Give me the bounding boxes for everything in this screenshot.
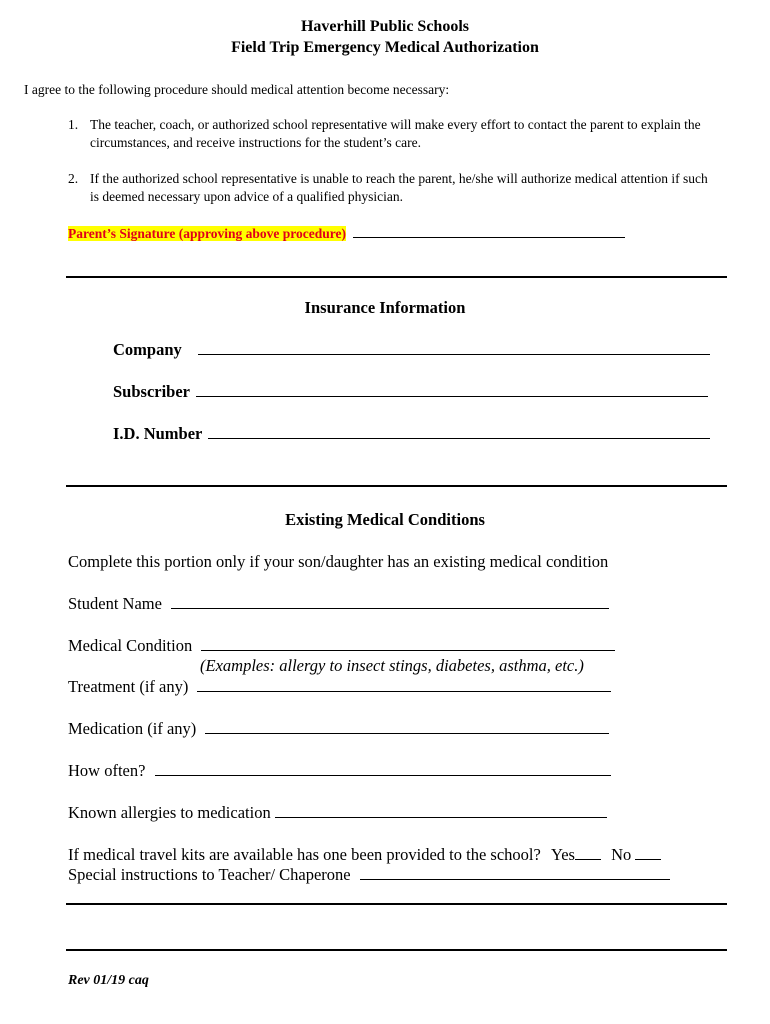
company-label: Company xyxy=(113,340,182,359)
procedure-number: 2. xyxy=(68,171,79,186)
student-name-label: Student Name xyxy=(68,594,162,613)
how-often-row xyxy=(68,761,611,781)
procedure-text: The teacher, coach, or authorized school representative will make every effort to contact the parent to explain the circumstances, and receive instructions for the student’s care. xyxy=(90,117,701,150)
intro-text: I agree to the following procedure should medical attention become necessary: xyxy=(24,82,450,97)
id-number-row xyxy=(113,424,710,444)
medical-condition-row xyxy=(68,636,615,656)
allergies-label: Known allergies to medication xyxy=(68,803,271,822)
insurance-title: Insurance Information xyxy=(304,298,466,317)
travel-kit-question: If medical travel kits are available has one been provided to the school? xyxy=(68,845,541,864)
subscriber-row xyxy=(113,382,708,402)
divider xyxy=(66,276,727,278)
conditions-examples: (Examples: allergy to insect stings, diabetes, asthma, etc.) xyxy=(200,656,584,675)
student-name-field[interactable] xyxy=(171,594,609,609)
page-title: Haverhill Public Schools xyxy=(300,18,469,35)
page-subtitle: Field Trip Emergency Medical Authorization xyxy=(231,39,539,56)
no-field[interactable] xyxy=(635,845,661,860)
subscriber-label: Subscriber xyxy=(113,382,190,401)
special-instructions-row xyxy=(68,865,670,885)
signature-row xyxy=(68,223,625,242)
medication-field[interactable] xyxy=(205,719,609,734)
allergies-row xyxy=(68,803,607,823)
how-often-field[interactable] xyxy=(155,761,611,776)
id-number-field[interactable] xyxy=(208,424,710,439)
yes-field[interactable] xyxy=(575,845,601,860)
allergies-field[interactable] xyxy=(275,803,607,818)
how-often-label: How often? xyxy=(68,761,146,780)
procedure-number: 1. xyxy=(68,117,79,132)
id-number-label: I.D. Number xyxy=(113,424,203,443)
divider xyxy=(66,485,727,487)
medical-condition-label: Medical Condition xyxy=(68,636,193,655)
signature-label: Parent’s Signature (approving above procedure) xyxy=(68,226,347,241)
conditions-title: Existing Medical Conditions xyxy=(285,510,485,529)
company-field[interactable] xyxy=(198,340,710,355)
divider xyxy=(66,949,727,951)
yes-label: Yes xyxy=(550,845,575,864)
treatment-label: Treatment (if any) xyxy=(68,677,189,696)
treatment-field[interactable] xyxy=(197,677,611,692)
special-instructions-label: Special instructions to Teacher/ Chaperone xyxy=(68,865,351,884)
revision-note: Rev 01/19 caq xyxy=(68,973,149,988)
medical-condition-field[interactable] xyxy=(201,636,615,651)
conditions-instruction: Complete this portion only if your son/daughter has an existing medical condition xyxy=(68,552,609,571)
special-instructions-field[interactable] xyxy=(360,865,670,880)
no-label: No xyxy=(611,845,632,864)
travel-kit-row xyxy=(68,845,661,865)
company-row xyxy=(113,340,710,360)
procedure-text: If the authorized school representative is unable to reach the parent, he/she will authorize medical attention if such is deemed necessary upon advice of a qualified physician. xyxy=(90,171,708,204)
medication-label: Medication (if any) xyxy=(68,719,197,738)
procedure-item-2 xyxy=(68,170,718,206)
subscriber-field[interactable] xyxy=(196,382,708,397)
divider xyxy=(66,903,727,905)
signature-field[interactable] xyxy=(353,223,625,238)
student-name-row xyxy=(68,594,609,614)
procedure-item-1 xyxy=(68,116,718,152)
medication-row xyxy=(68,719,609,739)
treatment-row xyxy=(68,677,611,697)
